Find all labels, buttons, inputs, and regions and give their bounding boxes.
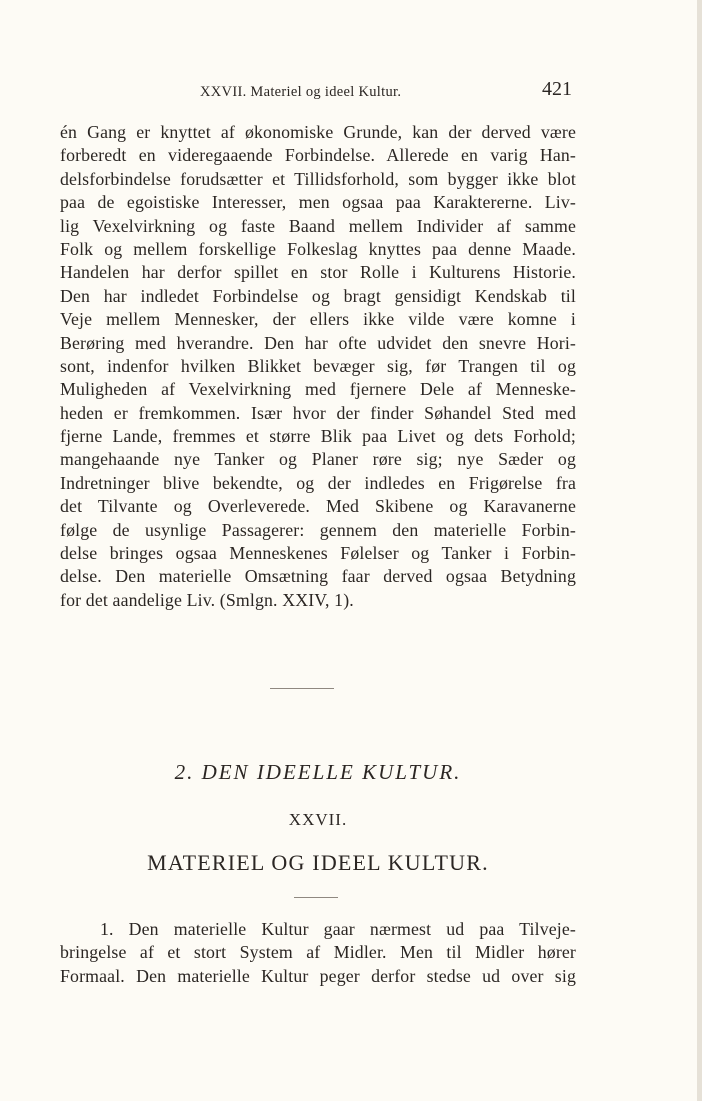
paragraph-opening bbox=[60, 918, 576, 988]
text-line: delse. Den materielle Omsætning faar derved ogsaa Betydning bbox=[60, 566, 576, 587]
text-line: 1. Den materielle Kultur gaar nærmest ud paa Tilveje- bbox=[100, 919, 576, 939]
text-line: fjerne Lande, fremmes et større Blik paa Livet og dets Forhold; bbox=[60, 426, 576, 447]
text-line: Indretninger blive bekendte, og der indledes en Frigørelse fra bbox=[60, 472, 576, 493]
text-line: Veje mellem Mennesker, der ellers ikke vilde være komne i bbox=[60, 309, 576, 330]
text-line: paa de egoistiske Interesser, men ogsaa paa Karaktererne. Liv- bbox=[60, 192, 576, 213]
text-line: bringelse af et stort System af Midler. Men til Midler hører bbox=[60, 942, 576, 963]
text-line: sont, indenfor hvilken Blikket bevæger sig, før Trangen til og bbox=[60, 355, 576, 376]
text-line: Berøring med hverandre. Den har ofte udvidet den snevre Hori- bbox=[60, 332, 576, 353]
text-line: én Gang er knyttet af økonomiske Grunde, kan der derved være bbox=[60, 122, 576, 142]
text-line: det Tilvante og Overleverede. Med Skibene og Karavanerne bbox=[60, 496, 576, 517]
text-line: Handelen har derfor spillet en stor Rolle i Kulturens Historie. bbox=[60, 262, 576, 283]
text-line: lig Vexelvirkning og faste Baand mellem Individer af samme bbox=[60, 215, 576, 236]
text-line: Den har indledet Forbindelse og bragt gensidigt Kendskab til bbox=[60, 285, 576, 306]
section-divider bbox=[270, 688, 334, 689]
chapter-number: XXVII. bbox=[288, 810, 348, 829]
text-line: delsforbindelse forudsætter et Tillidsforhold, som bygger ikke blot bbox=[60, 168, 576, 189]
section-heading: 2. DEN IDEELLE KULTUR. bbox=[174, 760, 462, 784]
text-line: Muligheden af Vexelvirkning med fjernere Dele af Menneske- bbox=[60, 379, 576, 400]
running-header bbox=[60, 78, 576, 108]
paragraph-continued bbox=[60, 121, 576, 612]
chapter-title: MATERIEL OG IDEEL KULTUR. bbox=[147, 850, 489, 875]
text-line: delse bringes ogsaa Menneskenes Følelser og Tanker i Forbin- bbox=[60, 543, 576, 564]
running-title: XXVII. Materiel og ideel Kultur. bbox=[200, 84, 402, 100]
text-line: heden er fremkommen. Især hvor der finder Søhandel Sted med bbox=[60, 402, 576, 423]
text-line: følge de usynlige Passagerer: gennem den materielle Forbin- bbox=[60, 519, 576, 540]
chapter-divider bbox=[294, 897, 338, 898]
page-number: 421 bbox=[542, 78, 572, 100]
text-line: Folk og mellem forskellige Folkeslag knyttes paa denne Maade. bbox=[60, 238, 576, 259]
page-edge bbox=[697, 0, 702, 1101]
text-line: Formaal. Den materielle Kultur peger derfor stedse ud over sig bbox=[60, 965, 576, 986]
text-line: forberedt en videregaaende Forbindelse. Allerede en varig Han- bbox=[60, 145, 576, 166]
text-line: for det aandelige Liv. (Smlgn. XXIV, 1). bbox=[60, 589, 354, 610]
text-line: mangehaande nye Tanker og Planer røre sig; nye Sæder og bbox=[60, 449, 576, 470]
